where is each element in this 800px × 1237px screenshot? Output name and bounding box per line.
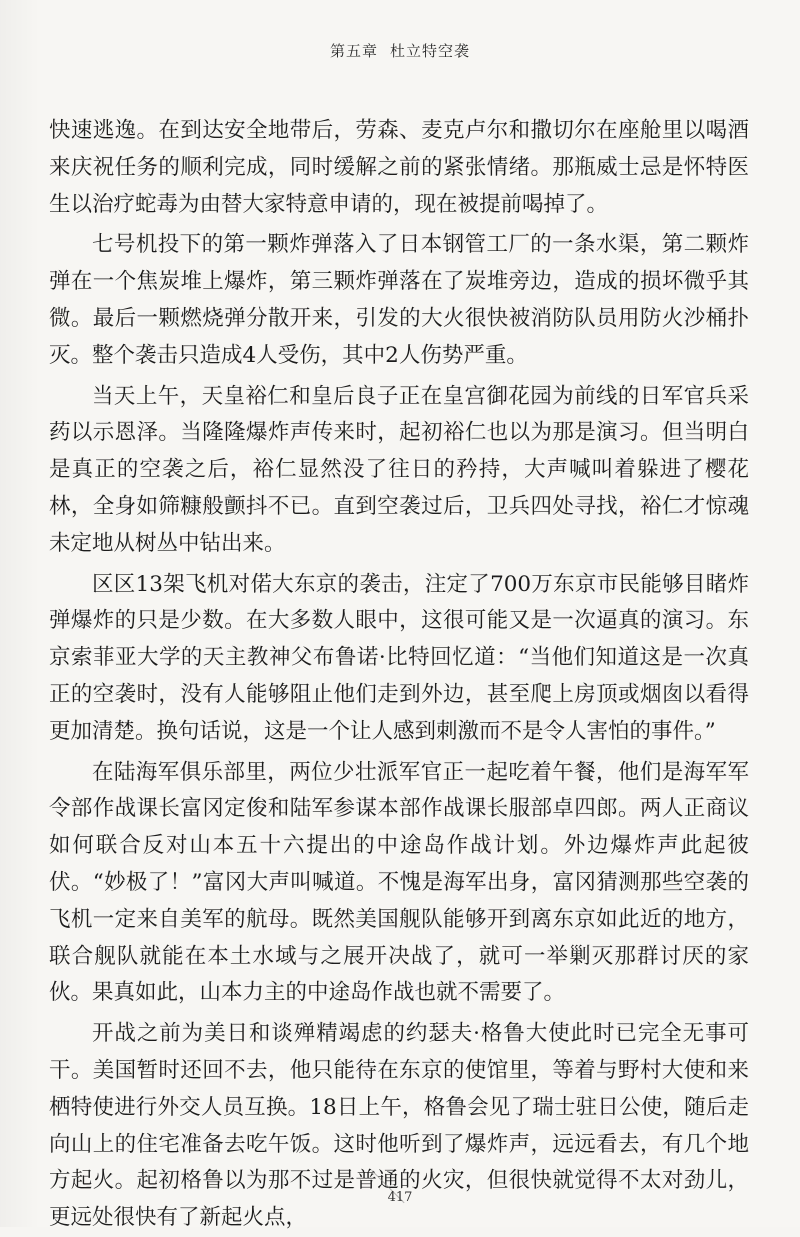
chapter-title: 杜立特空袭: [390, 42, 471, 60]
body-text: [49, 113, 749, 1237]
paragraph: 开战之前为美日和谈殚精竭虑的约瑟夫·格鲁大使此时已完全无事可干。美国暂时还回不去，他只能待在东京的使馆里，等着与野村大使和来栖特使进行外交人员互换。18日上午，格鲁会见了瑞士驻日公使，随后走向山上的住宅准备去吃午饭。这时他听到了爆炸声，远远看去，有几个地方起火。起初格鲁以为那不过是普通的火灾，但很快就觉得不太对劲儿，更远处很快有了新起火点，: [49, 1021, 749, 1231]
paragraph: 七号机投下的第一颗炸弹落入了日本钢管工厂的一条水渠，第二颗炸弹在一个焦炭堆上爆炸，第三颗炸弹落在了炭堆旁边，造成的损坏微乎其微。最后一颗燃烧弹分散开来，引发的大火很快被消防队员用防火沙桶扑灭。整个袭击只造成4人受伤，其中2人伤势严重。: [49, 232, 749, 368]
paragraph: 当天上午，天皇裕仁和皇后良子正在皇宫御花园为前线的日军官兵采药以示恩泽。当隆隆爆炸声传来时，起初裕仁也以为那是演习。但当明白是真正的空袭之后，裕仁显然没了往日的矜持，大声喊叫着躲进了樱花林，全身如筛糠般颤抖不已。直到空袭过后，卫兵四处寻找，裕仁才惊魂未定地从树丛中钻出来。: [49, 383, 749, 556]
running-header: [0, 40, 800, 61]
page-number: 417: [387, 1190, 413, 1205]
paragraph: 区区13架飞机对偌大东京的袭击，注定了700万东京市民能够目睹炸弹爆炸的只是少数。在大多数人眼中，这很可能又是一次逼真的演习。东京索菲亚大学的天主教神父布鲁诺·比特回忆道：“当他们知道这是一次真正的空袭时，没有人能够阻止他们走到外边，甚至爬上房顶或烟囱以看得更加清楚。换句话说，这是一个让人感到刺激而不是令人害怕的事件。”: [49, 571, 749, 744]
paragraph: 快速逃逸。在到达安全地带后，劳森、麦克卢尔和撒切尔在座舱里以喝酒来庆祝任务的顺利完成，同时缓解之前的紧张情绪。那瓶威士忌是怀特医生以治疗蛇毒为由替大家特意申请的，现在被提前喝掉了。: [49, 118, 749, 217]
chapter-number: 第五章: [329, 42, 378, 60]
paragraph: 在陆海军俱乐部里，两位少壮派军官正一起吃着午餐，他们是海军军令部作战课长富冈定俊和陆军参谋本部作战课长服部卓四郎。两人正商议如何联合反对山本五十六提出的中途岛作战计划。外边爆炸声此起彼伏。“妙极了！”富冈大声叫喊道。不愧是海军出身，富冈猜测那些空袭的飞机一定来自美军的航母。既然美国舰队能够开到离东京如此近的地方，联合舰队就能在本土水域与之展开决战了，就可一举剿灭那群讨厌的家伙。果真如此，山本力主的中途岛作战也就不需要了。: [49, 759, 749, 1006]
